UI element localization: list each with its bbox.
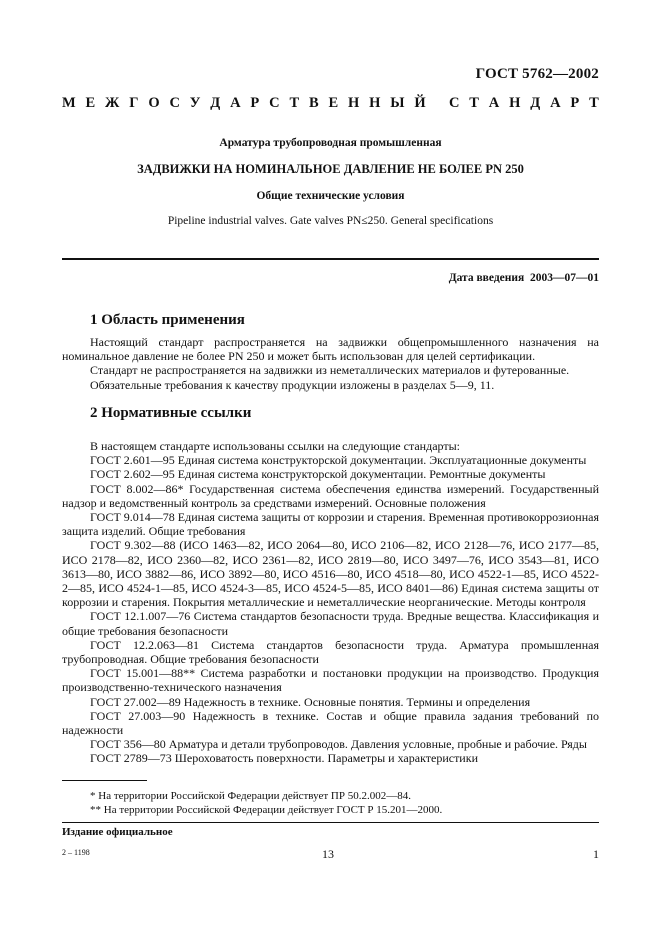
banner-letter: Н	[348, 95, 360, 111]
paragraph: Стандарт не распространяется на задвижки из неметаллических материалов и футерованные.	[90, 363, 570, 378]
official-edition-label: Издание официальное	[62, 826, 173, 838]
banner-letter: Г	[129, 95, 139, 111]
section-2-body	[62, 439, 599, 766]
banner-letter: Й	[414, 95, 426, 111]
footnote-1: * На территории Российской Федерации действует ПР 50.2.002—84.	[90, 790, 411, 802]
footnote-divider	[62, 780, 147, 781]
banner-letter: Н	[369, 95, 381, 111]
banner-letter: Н	[509, 95, 521, 111]
paragraph: Настоящий стандарт распространяется на задвижки общепромышленного назначения на номинальное давление не более PN 250 и может быть использован для целей сертификации.	[62, 335, 599, 364]
reference-item: ГОСТ 12.1.007—76 Система стандартов безопасности труда. Вредные вещества. Классификация и общие требования безопасности	[62, 609, 599, 638]
sheet-number: 1	[593, 847, 599, 861]
reference-item: ГОСТ 15.001—88** Система разработки и постановки продукции на производство. Продукция производственно-технического назначения	[62, 666, 599, 695]
header-divider	[62, 258, 599, 260]
reference-item: ГОСТ 2.601—95 Единая система конструкторской документации. Эксплуатационные документы	[90, 453, 587, 468]
introduction-date-value: 2003—07—01	[530, 272, 599, 284]
paragraph: Обязательные требования к качеству продукции изложены в разделах 5—9, 11.	[90, 377, 495, 392]
banner-letter: Д	[530, 95, 541, 111]
interstate-standard-banner	[62, 95, 599, 112]
reference-item: ГОСТ 2789—73 Шероховатость поверхности. Параметры и характеристики	[90, 751, 478, 766]
reference-item: ГОСТ 9.014—78 Единая система защиты от коррозии и старения. Временная противокоррозионная защита изделий. Общие требования	[62, 510, 599, 539]
section-1-body	[62, 335, 599, 392]
banner-letter: Ж	[105, 95, 120, 111]
document-code: ГОСТ 5762—2002	[475, 66, 599, 82]
banner-letter: О	[148, 95, 160, 111]
banner-letter: У	[189, 95, 201, 111]
banner-letter: С	[169, 95, 180, 111]
reference-item: ГОСТ 8.002—86* Государственная система обеспечения единства измерений. Государственный надзор и ведомственный контроль за средствами измерений. Основные положения	[62, 481, 599, 510]
banner-letter: Д	[210, 95, 221, 111]
banner-letter: А	[488, 95, 500, 111]
introduction-date-label: Дата введения	[448, 272, 525, 284]
reference-item: ГОСТ 2.602—95 Единая система конструкторской документации. Ремонтные документы	[90, 467, 546, 482]
footnote-2: ** На территории Российской Федерации действует ГОСТ Р 15.201—2000.	[90, 804, 443, 816]
document-title: ЗАДВИЖКИ НА НОМИНАЛЬНОЕ ДАВЛЕНИЕ НЕ БОЛЕЕ PN 250	[137, 162, 524, 176]
section-1-heading: 1 Область применения	[90, 312, 245, 328]
banner-letter: Ы	[390, 95, 405, 111]
banner-letter: А	[230, 95, 241, 111]
banner-letter: Р	[250, 95, 260, 111]
banner-letter: Е	[85, 95, 96, 111]
reference-item: ГОСТ 356—80 Арматура и детали трубопроводов. Давления условные, пробные и рабочие. Ряды	[90, 737, 587, 752]
banner-letter: Т	[589, 95, 599, 111]
print-number: 2 – 1198	[62, 848, 90, 857]
reference-item: ГОСТ 27.003—90 Надежность в технике. Состав и общие правила задания требований по надежности	[62, 708, 599, 738]
banner-letter: В	[308, 95, 319, 111]
reference-item: ГОСТ 12.2.063—81 Система стандартов безопасности труда. Арматура промышленная трубопроводная. Общие требования безопасности	[62, 637, 599, 667]
section-2-heading: 2 Нормативные ссылки	[90, 405, 252, 421]
reference-item: ГОСТ 27.002—89 Надежность в технике. Основные понятия. Термины и определения	[90, 694, 531, 709]
banner-letter: С	[448, 95, 460, 111]
banner-letter: А	[550, 95, 561, 111]
footer-divider	[62, 822, 599, 823]
banner-letter: Т	[469, 95, 479, 111]
banner-letter: М	[62, 95, 76, 111]
banner-gap	[435, 95, 439, 112]
banner-letter: Р	[570, 95, 580, 111]
reference-item: ГОСТ 9.302—88 (ИСО 1463—82, ИСО 2064—80, ИСО 2106—82, ИСО 2128—76, ИСО 2177—85, ИСО 2178—82, ИСО 2360—82, ИСО 2361—82, ИСО 2819—80, ИСО 3497—76, ИСО 3543—81, ИСО 3613—80, ИСО 3882—86, ИСО 3892—80, ИСО 4516—80, ИСО 4518—80, ИСО 4522-1—85, ИСО 4522-2—85, ИСО 4524-1—85, ИСО 4524-3—85, ИСО 4524-5—85, ИСО 8401—86) Единая система защиты от коррозии и старения. Покрытия металлические и неметаллические неорганические. Методы контроля	[62, 538, 599, 610]
document-subtitle: Общие технические условия	[256, 190, 405, 202]
subject-line: Арматура трубопроводная промышленная	[219, 137, 442, 149]
introduction-date	[449, 272, 599, 284]
banner-letter: Е	[328, 95, 339, 111]
banner-letter: Т	[289, 95, 300, 111]
paragraph: В настоящем стандарте использованы ссылки на следующие стандарты:	[90, 439, 461, 453]
banner-letter: С	[269, 95, 280, 111]
page-number: 13	[322, 847, 334, 861]
english-title: Pipeline industrial valves. Gate valves PN≤250. General specifications	[167, 215, 494, 227]
